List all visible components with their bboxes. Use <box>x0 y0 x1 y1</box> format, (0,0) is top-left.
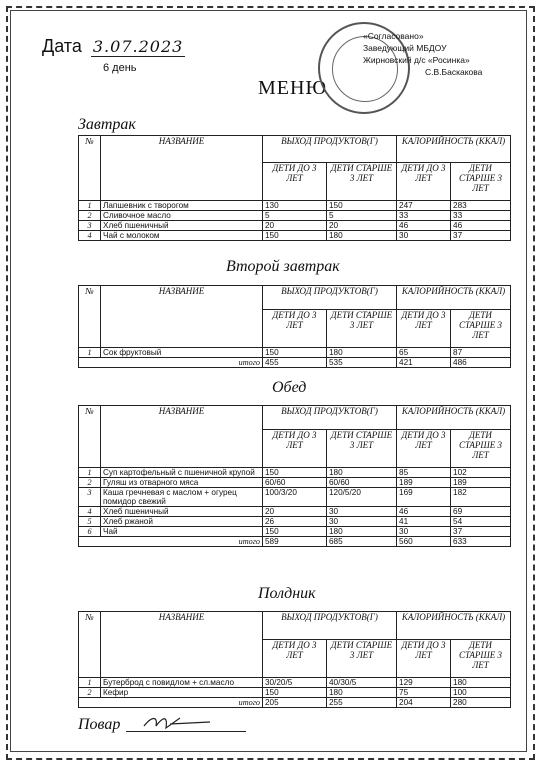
calories-under3: 75 <box>397 688 451 698</box>
total-label: итого <box>101 698 263 708</box>
total-label: итого <box>101 537 263 547</box>
total-calories-over3: 633 <box>451 537 511 547</box>
col-name: НАЗВАНИЕ <box>101 612 263 678</box>
col-num: № <box>79 406 101 468</box>
total-calories-under3: 421 <box>397 358 451 368</box>
approval-line-2: Заведующий МБДОУ <box>363 43 447 53</box>
col-yield-over3: ДЕТИ СТАРШЕ 3 ЛЕТ <box>327 430 397 468</box>
total-blank <box>79 698 101 708</box>
col-calories: КАЛОРИЙНОСТЬ (ККАЛ) <box>397 136 511 163</box>
table-row <box>79 231 511 241</box>
yield-under3: 130 <box>263 201 327 211</box>
row-number: 2 <box>79 478 101 488</box>
dish-name: Хлеб пшеничный <box>101 507 263 517</box>
yield-under3: 100/3/20 <box>263 488 327 507</box>
table-row <box>79 527 511 537</box>
yield-under3: 150 <box>263 468 327 478</box>
approval-line-3: Жирновский д/с «Росинка» <box>363 55 470 65</box>
col-cal-under3: ДЕТИ ДО 3 ЛЕТ <box>397 640 451 678</box>
calories-under3: 46 <box>397 507 451 517</box>
table-row <box>79 348 511 358</box>
yield-over3: 120/5/20 <box>327 488 397 507</box>
breakfast-body <box>79 201 511 241</box>
calories-under3: 169 <box>397 488 451 507</box>
calories-over3: 87 <box>451 348 511 358</box>
total-yield-over3: 685 <box>327 537 397 547</box>
col-num: № <box>79 286 101 348</box>
yield-over3: 30 <box>327 517 397 527</box>
table-row <box>79 211 511 221</box>
col-yield-under3: ДЕТИ ДО 3 ЛЕТ <box>263 310 327 348</box>
total-row <box>79 537 511 547</box>
col-name: НАЗВАНИЕ <box>101 286 263 348</box>
total-calories-under3: 560 <box>397 537 451 547</box>
total-calories-under3: 204 <box>397 698 451 708</box>
yield-under3: 30/20/5 <box>263 678 327 688</box>
total-yield-under3: 455 <box>263 358 327 368</box>
yield-under3: 150 <box>263 231 327 241</box>
col-yield-over3: ДЕТИ СТАРШЕ 3 ЛЕТ <box>327 640 397 678</box>
approval-block <box>363 30 482 78</box>
calories-under3: 85 <box>397 468 451 478</box>
calories-over3: 180 <box>451 678 511 688</box>
row-number: 1 <box>79 201 101 211</box>
snack-table <box>78 611 511 708</box>
yield-under3: 60/60 <box>263 478 327 488</box>
col-yield: ВЫХОД ПРОДУКТОВ(Г) <box>263 406 397 430</box>
lunch-table <box>78 405 511 547</box>
date-label: Дата <box>42 36 82 56</box>
col-yield-over3: ДЕТИ СТАРШЕ 3 ЛЕТ <box>327 310 397 348</box>
dish-name: Сок фруктовый <box>101 348 263 358</box>
total-calories-over3: 486 <box>451 358 511 368</box>
calories-under3: 65 <box>397 348 451 358</box>
row-number: 4 <box>79 231 101 241</box>
cook-signature <box>140 712 220 732</box>
calories-under3: 41 <box>397 517 451 527</box>
yield-over3: 60/60 <box>327 478 397 488</box>
calories-over3: 37 <box>451 527 511 537</box>
total-yield-over3: 255 <box>327 698 397 708</box>
row-number: 3 <box>79 488 101 507</box>
col-num: № <box>79 612 101 678</box>
dish-name: Бутерброд с повидлом + сл.масло <box>101 678 263 688</box>
calories-under3: 46 <box>397 221 451 231</box>
col-cal-under3: ДЕТИ ДО 3 ЛЕТ <box>397 310 451 348</box>
row-number: 1 <box>79 468 101 478</box>
table-row <box>79 468 511 478</box>
row-number: 3 <box>79 221 101 231</box>
row-number: 2 <box>79 211 101 221</box>
dish-name: Каша гречневая с маслом + огурец помидор свежий <box>101 488 263 507</box>
row-number: 4 <box>79 507 101 517</box>
calories-over3: 33 <box>451 211 511 221</box>
calories-under3: 30 <box>397 231 451 241</box>
col-cal-under3: ДЕТИ ДО 3 ЛЕТ <box>397 430 451 468</box>
table-row <box>79 221 511 231</box>
calories-under3: 33 <box>397 211 451 221</box>
calories-under3: 129 <box>397 678 451 688</box>
yield-under3: 150 <box>263 688 327 698</box>
total-row <box>79 698 511 708</box>
col-yield: ВЫХОД ПРОДУКТОВ(Г) <box>263 612 397 640</box>
col-cal-over3: ДЕТИ СТАРШЕ 3 ЛЕТ <box>451 640 511 678</box>
total-row <box>79 358 511 368</box>
col-name: НАЗВАНИЕ <box>101 406 263 468</box>
second-breakfast-body <box>79 348 511 368</box>
total-blank <box>79 358 101 368</box>
total-yield-under3: 205 <box>263 698 327 708</box>
yield-over3: 20 <box>327 221 397 231</box>
col-yield-under3: ДЕТИ ДО 3 ЛЕТ <box>263 163 327 201</box>
dish-name: Сливочное масло <box>101 211 263 221</box>
calories-over3: 283 <box>451 201 511 211</box>
lunch-body <box>79 468 511 547</box>
date-value: 3.07.2023 <box>92 37 184 56</box>
day-number: 6 день <box>103 62 137 74</box>
second-breakfast-table <box>78 285 511 368</box>
col-calories: КАЛОРИЙНОСТЬ (ККАЛ) <box>397 406 511 430</box>
row-number: 1 <box>79 678 101 688</box>
col-yield: ВЫХОД ПРОДУКТОВ(Г) <box>263 286 397 310</box>
snack-body <box>79 678 511 708</box>
dish-name: Чай <box>101 527 263 537</box>
dish-name: Гуляш из отварного мяса <box>101 478 263 488</box>
yield-over3: 30 <box>327 507 397 517</box>
yield-over3: 180 <box>327 468 397 478</box>
table-row <box>79 507 511 517</box>
calories-over3: 100 <box>451 688 511 698</box>
calories-over3: 69 <box>451 507 511 517</box>
col-num: № <box>79 136 101 201</box>
col-cal-over3: ДЕТИ СТАРШЕ 3 ЛЕТ <box>451 310 511 348</box>
table-row <box>79 517 511 527</box>
section-second-breakfast-title: Второй завтрак <box>226 258 340 275</box>
calories-over3: 46 <box>451 221 511 231</box>
table-row <box>79 488 511 507</box>
yield-over3: 180 <box>327 231 397 241</box>
date-line <box>42 36 185 57</box>
col-calories: КАЛОРИЙНОСТЬ (ККАЛ) <box>397 286 511 310</box>
row-number: 1 <box>79 348 101 358</box>
dish-name: Лапшевник с творогом <box>101 201 263 211</box>
dish-name: Чай с молоком <box>101 231 263 241</box>
section-snack-title: Полдник <box>258 585 316 602</box>
yield-under3: 150 <box>263 348 327 358</box>
total-yield-under3: 589 <box>263 537 327 547</box>
dish-name: Хлеб пшеничный <box>101 221 263 231</box>
calories-under3: 247 <box>397 201 451 211</box>
yield-over3: 180 <box>327 688 397 698</box>
yield-under3: 150 <box>263 527 327 537</box>
col-yield: ВЫХОД ПРОДУКТОВ(Г) <box>263 136 397 163</box>
dish-name: Кефир <box>101 688 263 698</box>
calories-under3: 30 <box>397 527 451 537</box>
yield-under3: 26 <box>263 517 327 527</box>
calories-over3: 182 <box>451 488 511 507</box>
total-label: итого <box>101 358 263 368</box>
cook-label: Повар <box>78 716 121 733</box>
dish-name: Суп картофельный с пшеничной крупой <box>101 468 263 478</box>
table-row <box>79 478 511 488</box>
table-row <box>79 201 511 211</box>
yield-under3: 20 <box>263 507 327 517</box>
calories-under3: 189 <box>397 478 451 488</box>
row-number: 2 <box>79 688 101 698</box>
yield-over3: 40/30/5 <box>327 678 397 688</box>
yield-over3: 150 <box>327 201 397 211</box>
yield-over3: 180 <box>327 348 397 358</box>
table-row <box>79 678 511 688</box>
dish-name: Хлеб ржаной <box>101 517 263 527</box>
table-row <box>79 688 511 698</box>
yield-over3: 5 <box>327 211 397 221</box>
yield-over3: 180 <box>327 527 397 537</box>
calories-over3: 54 <box>451 517 511 527</box>
total-calories-over3: 280 <box>451 698 511 708</box>
col-yield-under3: ДЕТИ ДО 3 ЛЕТ <box>263 640 327 678</box>
breakfast-table <box>78 135 511 241</box>
col-cal-over3: ДЕТИ СТАРШЕ 3 ЛЕТ <box>451 163 511 201</box>
section-lunch-title: Обед <box>272 379 307 396</box>
total-yield-over3: 535 <box>327 358 397 368</box>
approval-line-4: С.В.Баскакова <box>425 67 483 77</box>
row-number: 5 <box>79 517 101 527</box>
col-yield-under3: ДЕТИ ДО 3 ЛЕТ <box>263 430 327 468</box>
calories-over3: 189 <box>451 478 511 488</box>
yield-under3: 20 <box>263 221 327 231</box>
yield-under3: 5 <box>263 211 327 221</box>
col-cal-under3: ДЕТИ ДО 3 ЛЕТ <box>397 163 451 201</box>
col-calories: КАЛОРИЙНОСТЬ (ККАЛ) <box>397 612 511 640</box>
col-yield-over3: ДЕТИ СТАРШЕ 3 ЛЕТ <box>327 163 397 201</box>
page-title: МЕНЮ <box>258 77 327 99</box>
section-breakfast-title: Завтрак <box>78 116 136 133</box>
calories-over3: 37 <box>451 231 511 241</box>
approval-line-1: «Согласовано» <box>363 31 424 41</box>
col-name: НАЗВАНИЕ <box>101 136 263 201</box>
col-cal-over3: ДЕТИ СТАРШЕ 3 ЛЕТ <box>451 430 511 468</box>
calories-over3: 102 <box>451 468 511 478</box>
row-number: 6 <box>79 527 101 537</box>
total-blank <box>79 537 101 547</box>
